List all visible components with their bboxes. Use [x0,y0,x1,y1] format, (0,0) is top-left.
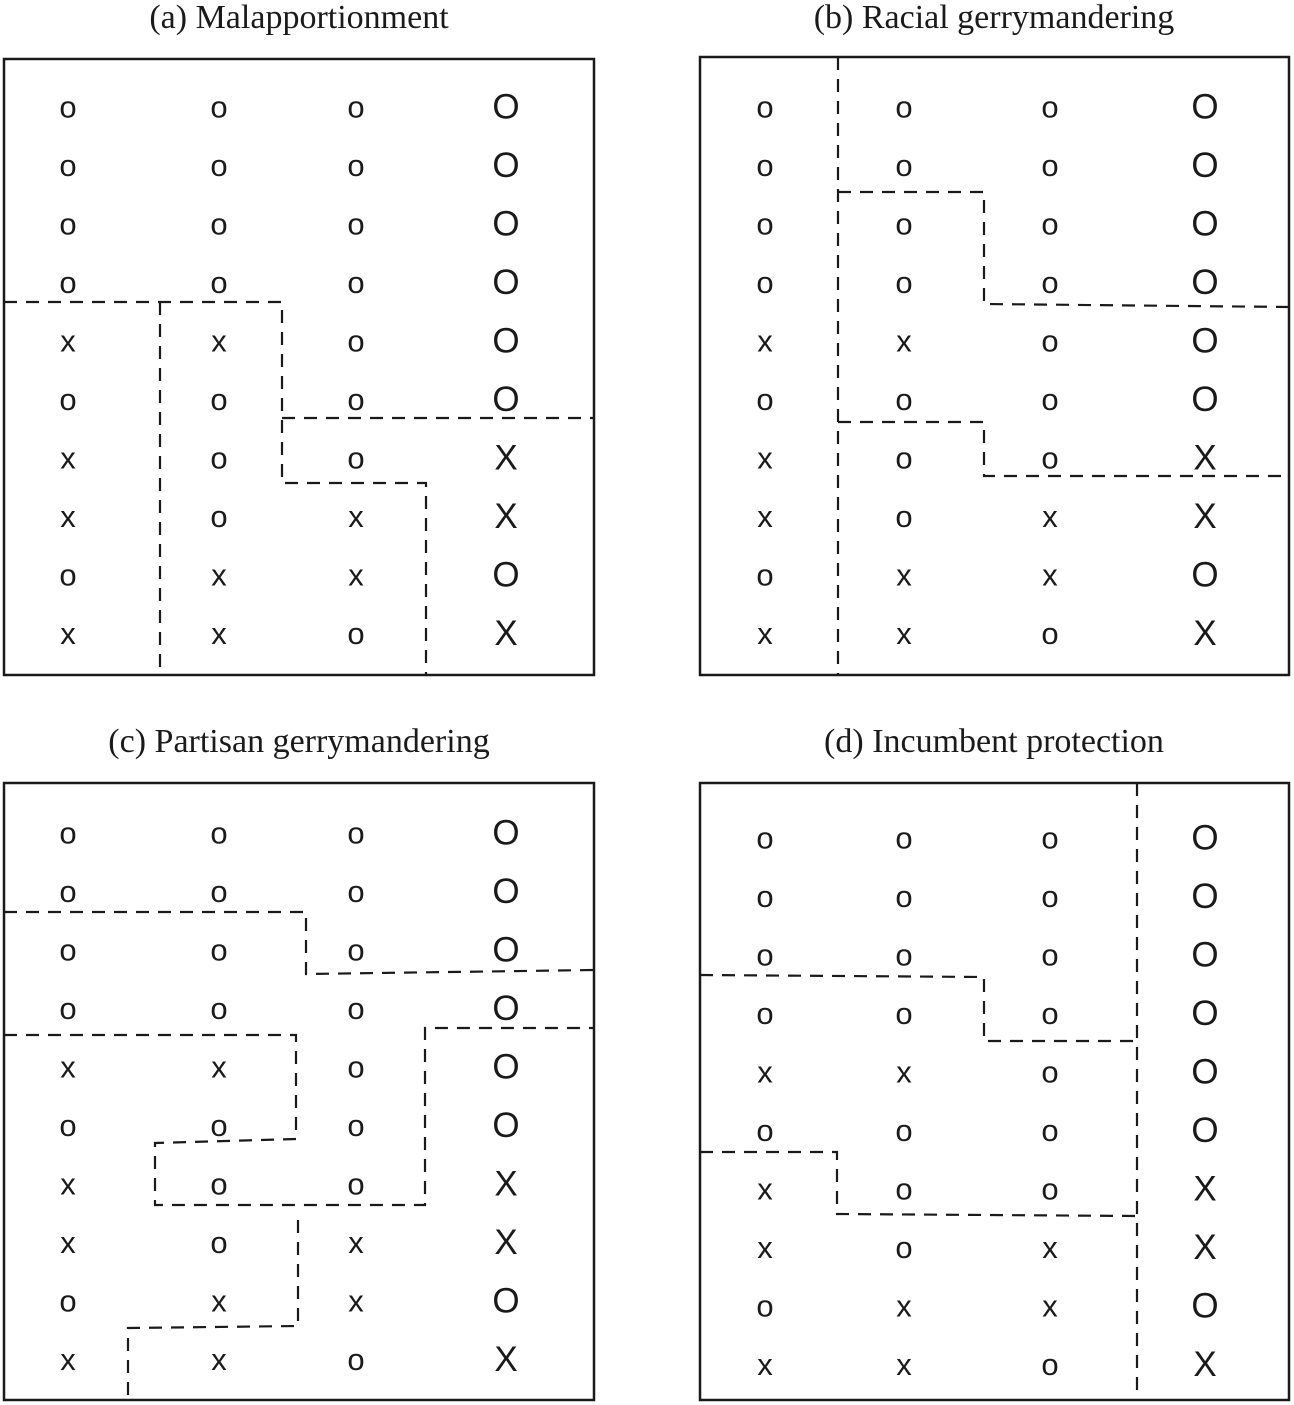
voter-cell: o [1041,382,1059,417]
panel-title: (d) Incumbent protection [824,723,1164,760]
voter-cell: o [59,1283,77,1319]
voter-grid [59,88,519,654]
voter-cell: o [895,440,913,476]
voter-cell: X [1193,614,1217,653]
voter-cell: o [1041,1171,1059,1207]
panel-incumbent-protection [700,723,1289,1400]
voter-cell: o [210,148,228,183]
voter-cell: o [1041,820,1059,856]
voter-cell: o [59,991,77,1026]
voter-cell: O [1191,380,1219,419]
voter-grid [59,814,519,1380]
voter-cell: O [1191,87,1219,127]
voter-cell: o [1041,265,1059,300]
voter-cell: x [757,1054,773,1090]
voter-cell: o [347,382,365,417]
voter-cell: o [347,265,365,300]
district-boundaries [4,912,594,1400]
voter-cell: o [1041,323,1059,359]
voter-cell: o [210,874,228,909]
voter-cell: x [1042,1230,1058,1265]
voter-cell: O [492,813,520,853]
voter-grid [756,88,1218,654]
voter-cell: o [756,879,774,914]
voter-cell: x [60,1049,76,1085]
voter-cell: O [492,263,520,302]
voter-cell: o [895,1171,913,1207]
voter-cell: O [492,872,520,911]
voter-grid [756,819,1218,1385]
voter-cell: x [60,616,76,651]
voter-cell: o [895,1113,913,1148]
voter-cell: O [1191,1286,1219,1326]
voter-cell: x [60,499,76,534]
voter-cell: o [756,937,774,973]
voter-cell: x [896,1347,912,1382]
voter-cell: o [347,1108,365,1143]
voter-cell: o [210,206,228,242]
voter-cell: o [1041,1347,1059,1382]
voter-cell: x [896,557,912,593]
voter-cell: o [59,265,77,300]
voter-cell: x [211,323,227,359]
voter-cell: o [347,932,365,968]
voter-cell: o [210,932,228,968]
voter-cell: o [756,89,774,125]
voter-cell: x [757,1230,773,1265]
voter-cell: O [1191,994,1219,1033]
voter-cell: o [895,148,913,183]
voter-cell: o [210,1108,228,1143]
voter-cell: x [60,1225,76,1260]
voter-cell: x [896,323,912,359]
voter-cell: o [1041,440,1059,476]
voter-cell: O [1191,1052,1219,1092]
voter-cell: o [59,557,77,593]
voter-cell: O [1191,321,1219,361]
voter-cell: o [210,1166,228,1202]
voter-cell: x [896,1288,912,1324]
voter-cell: x [757,1171,773,1207]
voter-cell: X [494,438,518,478]
voter-cell: o [1041,879,1059,914]
voter-cell: o [347,323,365,359]
voter-cell: O [1191,877,1219,916]
voter-cell: x [1042,1288,1058,1324]
voter-cell: o [895,206,913,242]
voter-cell: x [896,1054,912,1090]
voter-cell: x [60,1342,76,1377]
voter-cell: X [1193,1169,1217,1209]
voter-cell: o [895,879,913,914]
voter-cell: o [756,382,774,417]
voter-cell: o [756,206,774,242]
voter-cell: o [895,820,913,856]
voter-cell: x [348,557,364,593]
voter-cell: x [60,323,76,359]
voter-cell: O [1191,1111,1219,1150]
voter-cell: o [347,616,365,651]
voter-cell: O [492,380,520,419]
voter-cell: O [492,1047,520,1087]
voter-cell: O [1191,263,1219,302]
voter-cell: O [492,1106,520,1145]
voter-cell: o [1041,1054,1059,1090]
voter-cell: X [494,614,518,653]
voter-cell: o [895,89,913,125]
voter-cell: O [1191,818,1219,858]
voter-cell: x [211,1283,227,1319]
panel-racial-gerrymandering [700,0,1289,675]
voter-cell: x [60,440,76,476]
voter-cell: o [210,499,228,534]
voter-cell: o [895,382,913,417]
voter-cell: o [347,1049,365,1085]
voter-cell: o [347,440,365,476]
voter-cell: O [492,989,520,1028]
panel-partisan-gerrymandering [4,723,594,1400]
voter-cell: x [211,1342,227,1377]
voter-cell: x [757,440,773,476]
voter-cell: o [210,991,228,1026]
panel-title: (a) Malapportionment [149,0,449,36]
voter-cell: o [895,1230,913,1265]
voter-cell: X [1193,438,1217,478]
voter-cell: x [211,557,227,593]
voter-cell: o [1041,206,1059,242]
voter-cell: o [59,932,77,968]
voter-cell: X [1193,1228,1217,1267]
voter-cell: o [1041,996,1059,1031]
voter-cell: o [347,991,365,1026]
voter-cell: X [1193,1345,1217,1384]
voter-cell: o [895,937,913,973]
voter-cell: o [347,1342,365,1377]
voter-cell: o [1041,148,1059,183]
panel-title: (c) Partisan gerrymandering [108,723,490,760]
voter-cell: x [348,1283,364,1319]
voter-cell: o [347,815,365,851]
voter-cell: o [347,148,365,183]
voter-cell: o [756,265,774,300]
voter-cell: X [494,497,518,536]
voter-cell: O [1191,935,1219,975]
voter-cell: o [1041,937,1059,973]
voter-cell: o [347,89,365,125]
voter-cell: X [494,1340,518,1379]
voter-cell: o [756,820,774,856]
voter-cell: o [895,499,913,534]
voter-cell: o [756,557,774,593]
voter-cell: x [757,1347,773,1382]
voter-cell: o [210,1225,228,1260]
voter-cell: x [211,616,227,651]
voter-cell: x [1042,557,1058,593]
voter-cell: o [895,996,913,1031]
voter-cell: o [210,89,228,125]
voter-cell: O [492,204,520,244]
voter-cell: o [59,206,77,242]
voter-cell: o [59,382,77,417]
voter-cell: o [756,148,774,183]
voter-cell: O [492,1281,520,1321]
voter-cell: o [1041,89,1059,125]
voter-cell: O [492,555,520,595]
voter-cell: o [347,1166,365,1202]
voter-cell: o [59,1108,77,1143]
voter-cell: O [1191,204,1219,244]
voter-cell: O [1191,555,1219,595]
panel-malapportionment [4,0,594,675]
voter-cell: O [492,930,520,970]
voter-cell: o [210,815,228,851]
voter-cell: o [210,382,228,417]
voter-cell: o [347,874,365,909]
voter-cell: o [59,148,77,183]
voter-cell: o [59,89,77,125]
voter-cell: o [895,265,913,300]
voter-cell: o [59,815,77,851]
voter-cell: x [757,499,773,534]
voter-cell: o [347,206,365,242]
voter-cell: o [756,996,774,1031]
voter-cell: o [210,265,228,300]
voter-cell: x [348,499,364,534]
voter-cell: x [60,1166,76,1202]
voter-cell: o [210,440,228,476]
voter-cell: X [1193,497,1217,536]
voter-cell: O [492,146,520,185]
voter-cell: o [756,1288,774,1324]
voter-cell: x [757,616,773,651]
voter-cell: x [1042,499,1058,534]
voter-cell: o [756,1113,774,1148]
panel-title: (b) Racial gerrymandering [813,0,1175,36]
voter-cell: o [1041,1113,1059,1148]
voter-cell: O [492,87,520,127]
voter-cell: x [348,1225,364,1260]
voter-cell: x [896,616,912,651]
voter-cell: X [494,1164,518,1204]
voter-cell: O [492,321,520,361]
voter-cell: O [1191,146,1219,185]
voter-cell: X [494,1223,518,1262]
voter-cell: x [757,323,773,359]
voter-cell: x [211,1049,227,1085]
voter-cell: o [1041,616,1059,651]
voter-cell: o [59,874,77,909]
